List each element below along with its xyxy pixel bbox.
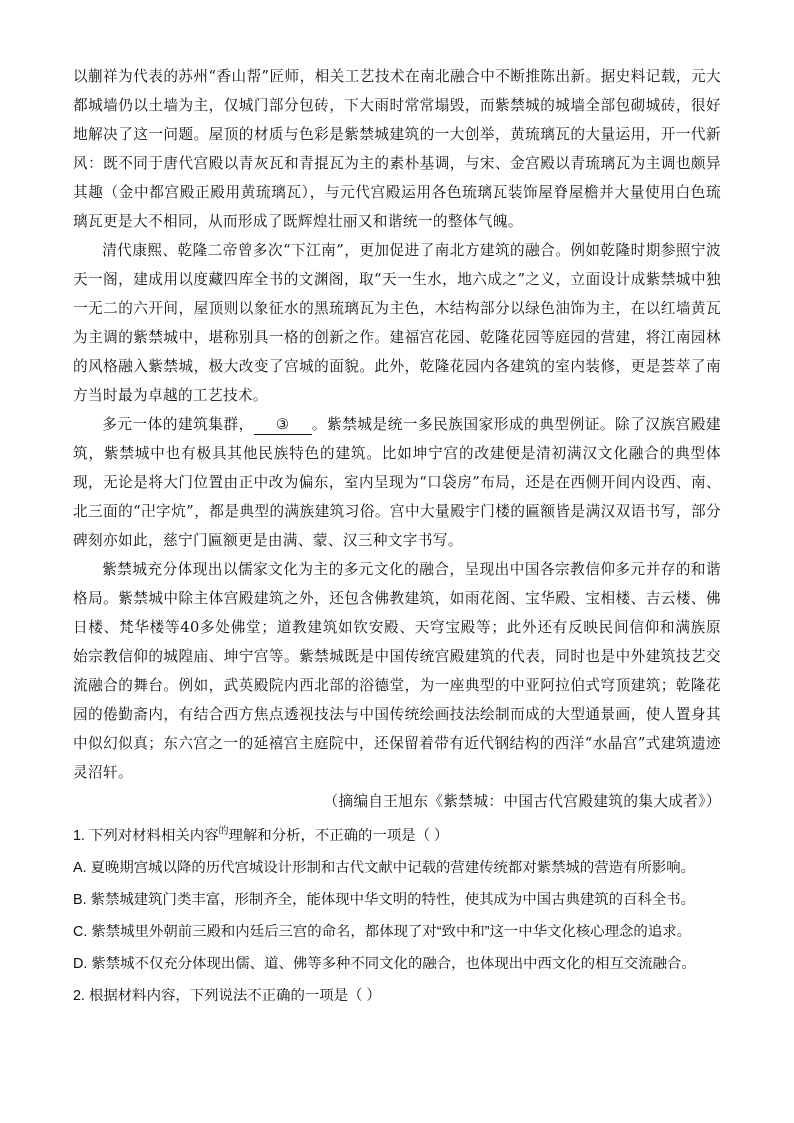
- question-1-stem-start: 1. 下列对材料相关内容: [73, 828, 219, 844]
- fill-in-blank-3: ③: [254, 416, 312, 435]
- passage-paragraph-3: [73, 410, 721, 555]
- passage-source: （摘编自王旭东《紫禁城：中国古代宫殿建筑的集大成者》）: [323, 793, 721, 810]
- passage-paragraph-4: 紫禁城充分体现出以儒家文化为主的多元文化的融合，呈现出中国各宗教信仰多元并存的和谐格局。紫禁城中除主体宫殿建筑之外，还包含佛教建筑，如雨花阁、宝华殿、宝相楼、吉云楼、佛日楼、梵华楼等40多处佛堂；道教建筑如钦安殿、天穹宝殿等；此外还有反映民间信仰和满族原始宗教信仰的城隍庙、坤宁宫等。紫禁城既是中国传统宫殿建筑的代表，同时也是中外建筑技艺交流融合的舞台。例如，武英殿院内西北部的浴德堂，为一座典型的中亚阿拉伯式穹顶建筑；乾隆花园的倦勤斋内，有结合西方焦点透视技法与中国传统绘画技法绘制而成的大型通景画，使人置身其中似幻似真；东六宫之一的延禧宫主庭院中，还保留着带有近代钢结构的西洋“水晶宫”式建筑遗迹灵沼轩。: [73, 561, 721, 781]
- question-1-stem: [73, 824, 449, 844]
- question-1-stem-end: 理解和分析，不正确的一项是（ ）: [228, 828, 449, 844]
- paragraph-3-body: 。紫禁城是统一多民族国家形成的典型例证。除了汉族宫殿建筑，紫禁城中也有极具其他民族特色的建筑。比如坤宁宫的改建便是清初满汉文化融合的典型体现，无论是将大门位置由正中改为偏东，室内呈现为“口袋房”布局，还是在西侧开间内设西、南、北三面的“卍字炕”，都是典型的满族建筑习俗。宫中大量殿宇门楼的匾额皆是满汉双语书写，部分碑刻亦如此，慈宁门匾额更是由满、蒙、汉三种文字书写。: [73, 416, 721, 549]
- paragraph-3-lead: 多元一体的建筑集群，: [102, 416, 254, 433]
- question-1-option-a: A. 夏晚期宫城以降的历代宫城设计形制和古代文献中记载的营建传统都对紫禁城的营造有所影响。: [73, 860, 696, 876]
- question-2-stem: 2. 根据材料内容，下列说法不正确的一项是（ ）: [73, 988, 381, 1004]
- question-1-option-d: D. 紫禁城不仅充分体现出儒、道、佛等多种不同文化的融合，也体现出中西文化的相互交流融合。: [73, 956, 696, 972]
- passage-paragraph-1: 以蒯祥为代表的苏州“香山帮”匠师，相关工艺技术在南北融合中不断推陈出新。据史料记载，元大都城墙仍以土墙为主，仅城门部分包砖，下大雨时常常塌毁，而紫禁城的城墙全部包砌城砖，很好地解决了这一问题。屋顶的材质与色彩是紫禁城建筑的一大创举，黄琉璃瓦的大量运用，开一代新风：既不同于唐代宫殿以青灰瓦和青掍瓦为主的素朴基调，与宋、金宫殿以青琉璃瓦为主调也颇异其趣（金中都宫殿正殿用黄琉璃瓦），与元代宫殿运用各色琉璃瓦装饰屋脊屋檐并大量使用白色琉璃瓦更是大不相同，从而形成了既辉煌壮丽又和谐统一的整体气魄。: [73, 68, 721, 230]
- passage-paragraph-2: 清代康熙、乾隆二帝曾多次“下江南”，更加促进了南北方建筑的融合。例如乾隆时期参照宁波天一阁，建成用以度藏四库全书的文渊阁，取“天一生水，地六成之”之义，立面设计成紫禁城中独一无二的六开间，屋顶则以象征水的黑琉璃瓦为主色，木结构部分以绿色油饰为主，在以红墙黄瓦为主调的紫禁城中，堪称别具一格的创新之作。建福宫花园、乾隆花园等庭园的营建，将江南园林的风格融入紫禁城，极大改变了宫城的面貌。此外，乾隆花园内各建筑的室内装修，更是荟萃了南方当时最为卓越的工艺技术。: [73, 242, 721, 404]
- question-1-stem-superscript: 的: [218, 826, 229, 837]
- reading-passage: [73, 62, 721, 816]
- question-1-option-c: C. 紫禁城里外朝前三殿和内廷后三宫的命名，都体现了对“致中和”这一中华文化核心理念的追求。: [73, 924, 691, 940]
- question-1-option-b: B. 紫禁城建筑门类丰富，形制齐全，能体现中华文明的特性，使其成为中国古典建筑的百科全书。: [73, 892, 696, 908]
